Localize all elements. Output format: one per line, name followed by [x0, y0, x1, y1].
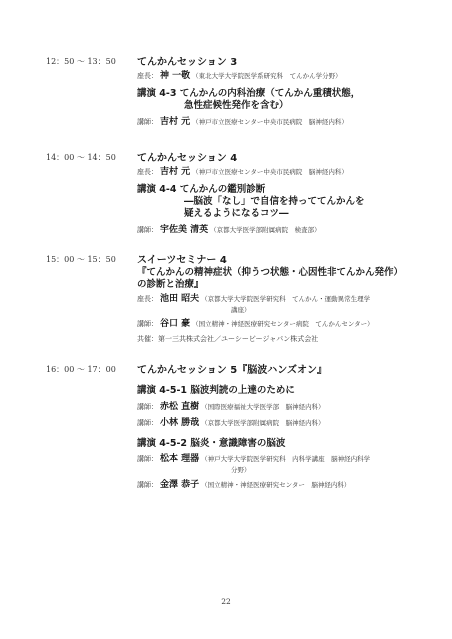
speaker-role: 講師： — [137, 403, 158, 411]
speaker-name: 小林 勝哉 — [160, 418, 200, 428]
speaker-line — [137, 318, 437, 330]
chair-role: 座長： — [137, 168, 158, 176]
lecture-title: 講演 4-5-2 脳炎・意識障害の脳波 — [137, 438, 286, 449]
chair-line — [137, 293, 437, 305]
lecture-title: 講演 4-3 てんかんの内科治療（てんかん重積状態， — [137, 88, 361, 99]
chair-role: 座長： — [137, 295, 158, 303]
chair-name: 神 一敬 — [160, 71, 191, 81]
chair-affiliation-cont: 講座） — [231, 306, 251, 314]
lecture-title: 講演 4-5-1 脳波判読の上達のために — [137, 385, 295, 396]
page-number: 22 — [221, 597, 231, 606]
lecture — [137, 184, 437, 236]
speaker-line — [137, 479, 437, 491]
speaker-line — [137, 453, 437, 465]
speaker-role: 講師： — [137, 481, 158, 489]
speaker-name: 松本 理器 — [160, 454, 200, 464]
chair-line — [137, 70, 437, 82]
lecture — [137, 88, 437, 128]
speaker-name: 谷口 豪 — [160, 319, 191, 329]
speaker-line — [137, 417, 437, 429]
speaker-affiliation: （神戸市立医療センター中央市民病院 脳神経内科） — [192, 118, 348, 126]
seminar-subtitle: 『てんかんの精神症状（抑うつ状態・心因性非てんかん発作） — [137, 267, 404, 278]
lecture — [137, 438, 437, 491]
speaker-affiliation: （京都大学医学部附属病院 脳神経内科） — [201, 419, 325, 427]
session-time: 12：50 ～ 13：50 — [46, 57, 116, 66]
chair-name: 池田 昭夫 — [160, 294, 200, 304]
session-title: てんかんセッション 5『脳波ハンズオン』 — [137, 365, 327, 376]
speaker-name: 吉村 元 — [160, 117, 191, 127]
sponsor-line: 共催：第一三共株式会社／ユーシービージャパン株式会社 — [137, 335, 319, 343]
session-title: スイーツセミナー 4 — [137, 255, 227, 266]
speaker-line — [137, 116, 437, 128]
speaker-line — [137, 224, 437, 236]
speaker-role: 講師： — [137, 226, 158, 234]
lecture-title-cont: 疑えるようになるコツ― — [184, 208, 289, 219]
speaker-affiliation: （国立精神・神経医療研究センター病院 てんかんセンター） — [192, 320, 374, 328]
chair-affiliation: （神戸市立医療センター中央市民病院 脳神経内科） — [192, 168, 348, 176]
speaker-name: 宇佐美 清英 — [160, 225, 209, 235]
session-time: 15：00 ～ 15：50 — [46, 255, 116, 264]
seminar-subtitle-cont: の診断と治療』 — [137, 279, 204, 290]
chair-name: 吉村 元 — [160, 167, 191, 177]
speaker-affiliation: （神戸大学大学院医学研究科 内科学講座 脳神経内科学 — [201, 455, 371, 463]
speaker-affiliation: （京都大学医学部附属病院 検査部） — [210, 226, 321, 234]
lecture — [137, 385, 437, 429]
speaker-role: 講師： — [137, 419, 158, 427]
speaker-role: 講師： — [137, 455, 158, 463]
lecture-title-cont: ―脳波「なし」で自信を持っててんかんを — [184, 196, 365, 207]
lecture-title: 講演 4-4 てんかんの鑑別診断 — [137, 184, 266, 195]
chair-role: 座長： — [137, 72, 158, 80]
speaker-affiliation: （国立精神・神経医療研究センター 脳神経内科） — [201, 481, 351, 489]
speaker-affiliation-cont: 分野） — [231, 466, 251, 474]
session-title: てんかんセッション 3 — [137, 57, 238, 68]
chair-line — [137, 166, 437, 178]
session-time: 16：00 ～ 17：00 — [46, 365, 116, 374]
lecture-title-cont: 急性症候性発作を含む） — [184, 100, 289, 111]
chair-affiliation: （京都大学大学院医学研究科 てんかん・運動異常生理学 — [201, 295, 371, 303]
session-title: てんかんセッション 4 — [137, 153, 238, 164]
speaker-role: 講師： — [137, 118, 158, 126]
speaker-affiliation: （国際医療福祉大学医学部 脳神経内科） — [201, 403, 325, 411]
speaker-name: 赤松 直樹 — [160, 402, 200, 412]
speaker-name: 金澤 恭子 — [160, 480, 200, 490]
speaker-line — [137, 401, 437, 413]
speaker-role: 講師： — [137, 320, 158, 328]
session-time: 14：00 ～ 14：50 — [46, 153, 116, 162]
chair-affiliation: （東北大学大学院医学系研究科 てんかん学分野） — [192, 72, 342, 80]
